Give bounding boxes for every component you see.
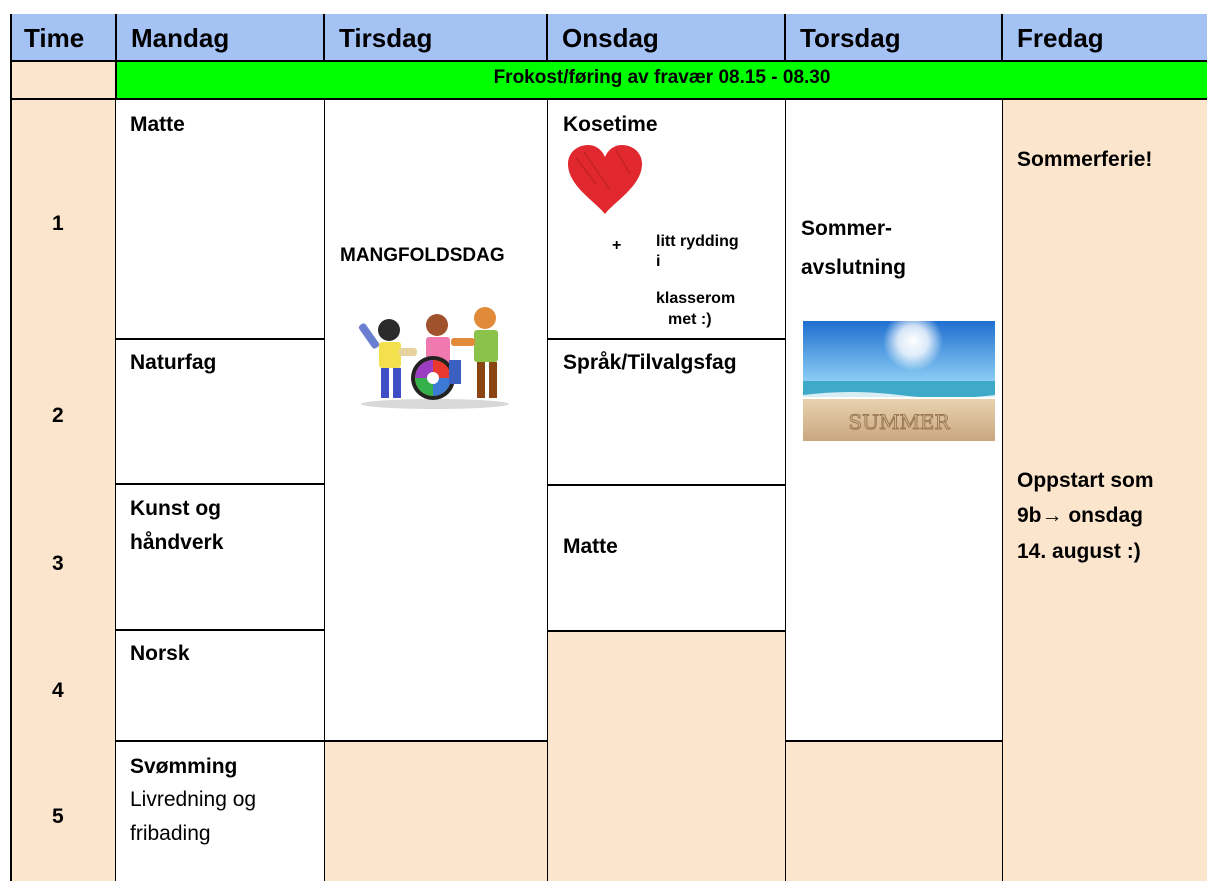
tuesday-period-5 [325, 742, 549, 881]
svg-text:SUMMER: SUMMER [848, 410, 950, 434]
heart-icon [566, 144, 644, 216]
wednesday-p2-subject: Språk/Tilvalgsfag [563, 351, 737, 374]
period-number-2: 2 [52, 404, 64, 427]
period-number-3: 3 [52, 552, 64, 575]
tuesday-title: MANGFOLDSDAG [340, 245, 505, 266]
wednesday-p3-subject: Matte [563, 535, 618, 558]
period-number-4: 4 [52, 679, 64, 702]
diversity-kids-illustration [353, 300, 518, 410]
friday-note-1: Oppstart som [1017, 469, 1154, 492]
wednesday-p1-subject: Kosetime [563, 113, 658, 136]
wednesday-p1-plus: + [612, 237, 622, 254]
wednesday-p1-note-4: met :) [668, 311, 712, 328]
breakfast-banner: Frokost/føring av fravær 08.15 - 08.30 [117, 62, 1207, 100]
header-time: Time [10, 14, 117, 62]
wednesday-p1-note-2: i [656, 253, 661, 270]
monday-p5-note-line2: fribading [130, 822, 211, 845]
thursday-title-line1: Sommer- [801, 217, 893, 240]
header-monday: Mandag [117, 14, 325, 62]
period-number-1: 1 [52, 212, 64, 235]
monday-p2-subject: Naturfag [130, 351, 217, 374]
period-number-5: 5 [52, 805, 64, 828]
friday-title: Sommerferie! [1017, 148, 1153, 171]
header-wednesday: Onsdag [548, 14, 786, 62]
monday-p1-subject: Matte [130, 113, 185, 136]
header-friday: Fredag [1003, 14, 1207, 62]
monday-p4-subject: Norsk [130, 642, 190, 665]
monday-p5-subject: Svømming [130, 755, 238, 778]
wednesday-p1-note-3: klasserom [656, 290, 736, 307]
summer-beach-photo [803, 321, 995, 441]
thursday-period-5 [786, 742, 1004, 881]
wednesday-p1-note-1: litt rydding [656, 233, 739, 250]
tuesday-all-day [325, 100, 549, 742]
friday-note-2: 9b→ onsdag [1017, 504, 1144, 527]
thursday-title-line2: avslutning [801, 256, 907, 279]
breakfast-time-cell [10, 62, 117, 100]
friday-note-3: 14. august :) [1017, 540, 1141, 563]
monday-p3-subject-line2: håndverk [130, 531, 224, 554]
monday-p3-subject-line1: Kunst og [130, 497, 221, 520]
monday-p5-note-line1: Livredning og [130, 788, 257, 811]
header-tuesday: Tirsdag [325, 14, 548, 62]
wednesday-period-4-5 [548, 632, 787, 881]
header-thursday: Torsdag [786, 14, 1003, 62]
